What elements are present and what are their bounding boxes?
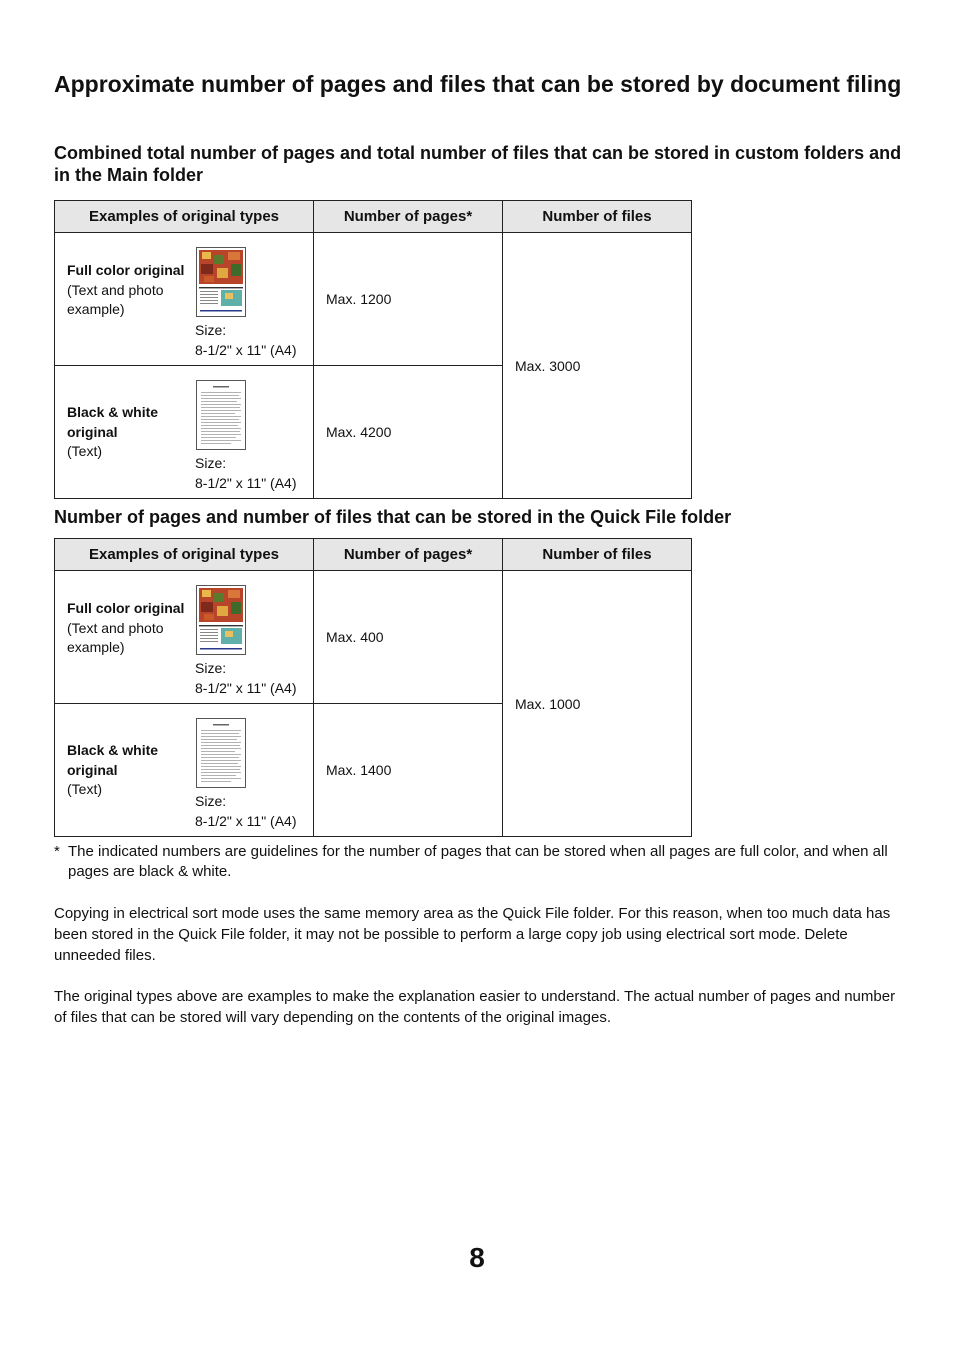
original-type-cell (55, 233, 314, 366)
page-title: Approximate number of pages and files that can be stored by document filing (54, 71, 902, 97)
original-type-label (67, 741, 185, 800)
color-document-thumbnail (196, 247, 246, 317)
original-type-name: Full color original (67, 262, 185, 278)
original-type-note: (Text) (67, 781, 102, 797)
footnote-mark: * (54, 843, 60, 860)
original-type-note: (Text) (67, 443, 102, 459)
original-type-cell (55, 704, 314, 837)
size-value: 8-1/2" x 11" (A4) (195, 812, 297, 829)
size-value: 8-1/2" x 11" (A4) (195, 341, 297, 358)
body-paragraph: Copying in electrical sort mode uses the same memory area as the Quick File folder. For this reason, when too much data has been stored in the Quick File folder, it may not be possible to perform a large copy job using electrical sort mode. Delete unneeded files. (54, 905, 891, 964)
size-label: Size: (195, 660, 227, 676)
original-type-cell (55, 366, 314, 499)
pages-value: Max. 4200 (314, 366, 503, 499)
color-document-thumbnail (196, 585, 246, 655)
original-size (195, 454, 297, 493)
section-heading-quick-file: Number of pages and number of files that can be stored in the Quick File folder (54, 507, 732, 527)
size-label: Size: (195, 793, 227, 809)
column-header-files: Number of files (503, 201, 692, 233)
size-value: 8-1/2" x 11" (A4) (195, 474, 297, 491)
original-size (195, 792, 297, 831)
original-type-label (67, 261, 185, 320)
table-row (55, 233, 692, 366)
size-label: Size: (195, 455, 227, 471)
original-type-name: Full color original (67, 600, 185, 616)
original-type-cell (55, 571, 314, 704)
body-paragraph: The original types above are examples to make the explanation easier to understand. The actual number of pages and number of files that can be stored will vary depending on the contents of the original images. (54, 988, 896, 1026)
pages-value: Max. 1400 (314, 704, 503, 837)
column-header-files: Number of files (503, 539, 692, 571)
original-type-note: (Text and photo example) (67, 281, 164, 317)
original-size (195, 321, 297, 360)
original-type-note: (Text and photo example) (67, 619, 164, 655)
table-header-row (55, 201, 692, 233)
original-type-name: Black & white original (67, 742, 159, 778)
page-number: 8 (469, 1242, 485, 1273)
original-type-name: Black & white original (67, 404, 159, 440)
section-heading-combined: Combined total number of pages and total number of files that can be stored in custom folders and in the Main folder (54, 143, 902, 185)
column-header-pages: Number of pages* (314, 201, 503, 233)
files-value: Max. 1000 (503, 571, 692, 837)
text-document-thumbnail (196, 380, 246, 450)
table-header-row (55, 539, 692, 571)
original-size (195, 659, 297, 698)
storage-table-quick-file (54, 538, 692, 837)
pages-value: Max. 1200 (314, 233, 503, 366)
column-header-types: Examples of original types (55, 539, 314, 571)
original-type-label (67, 599, 185, 658)
column-header-types: Examples of original types (55, 201, 314, 233)
footnote-text: The indicated numbers are guidelines for the number of pages that can be stored when all pages are full color, and when all pages are black & white. (68, 843, 888, 880)
size-label: Size: (195, 322, 227, 338)
original-type-label (67, 403, 185, 462)
size-value: 8-1/2" x 11" (A4) (195, 679, 297, 696)
text-document-thumbnail (196, 718, 246, 788)
files-value: Max. 3000 (503, 233, 692, 499)
column-header-pages: Number of pages* (314, 539, 503, 571)
storage-table-combined (54, 200, 692, 499)
table-row (55, 571, 692, 704)
pages-value: Max. 400 (314, 571, 503, 704)
footnote (54, 842, 904, 882)
